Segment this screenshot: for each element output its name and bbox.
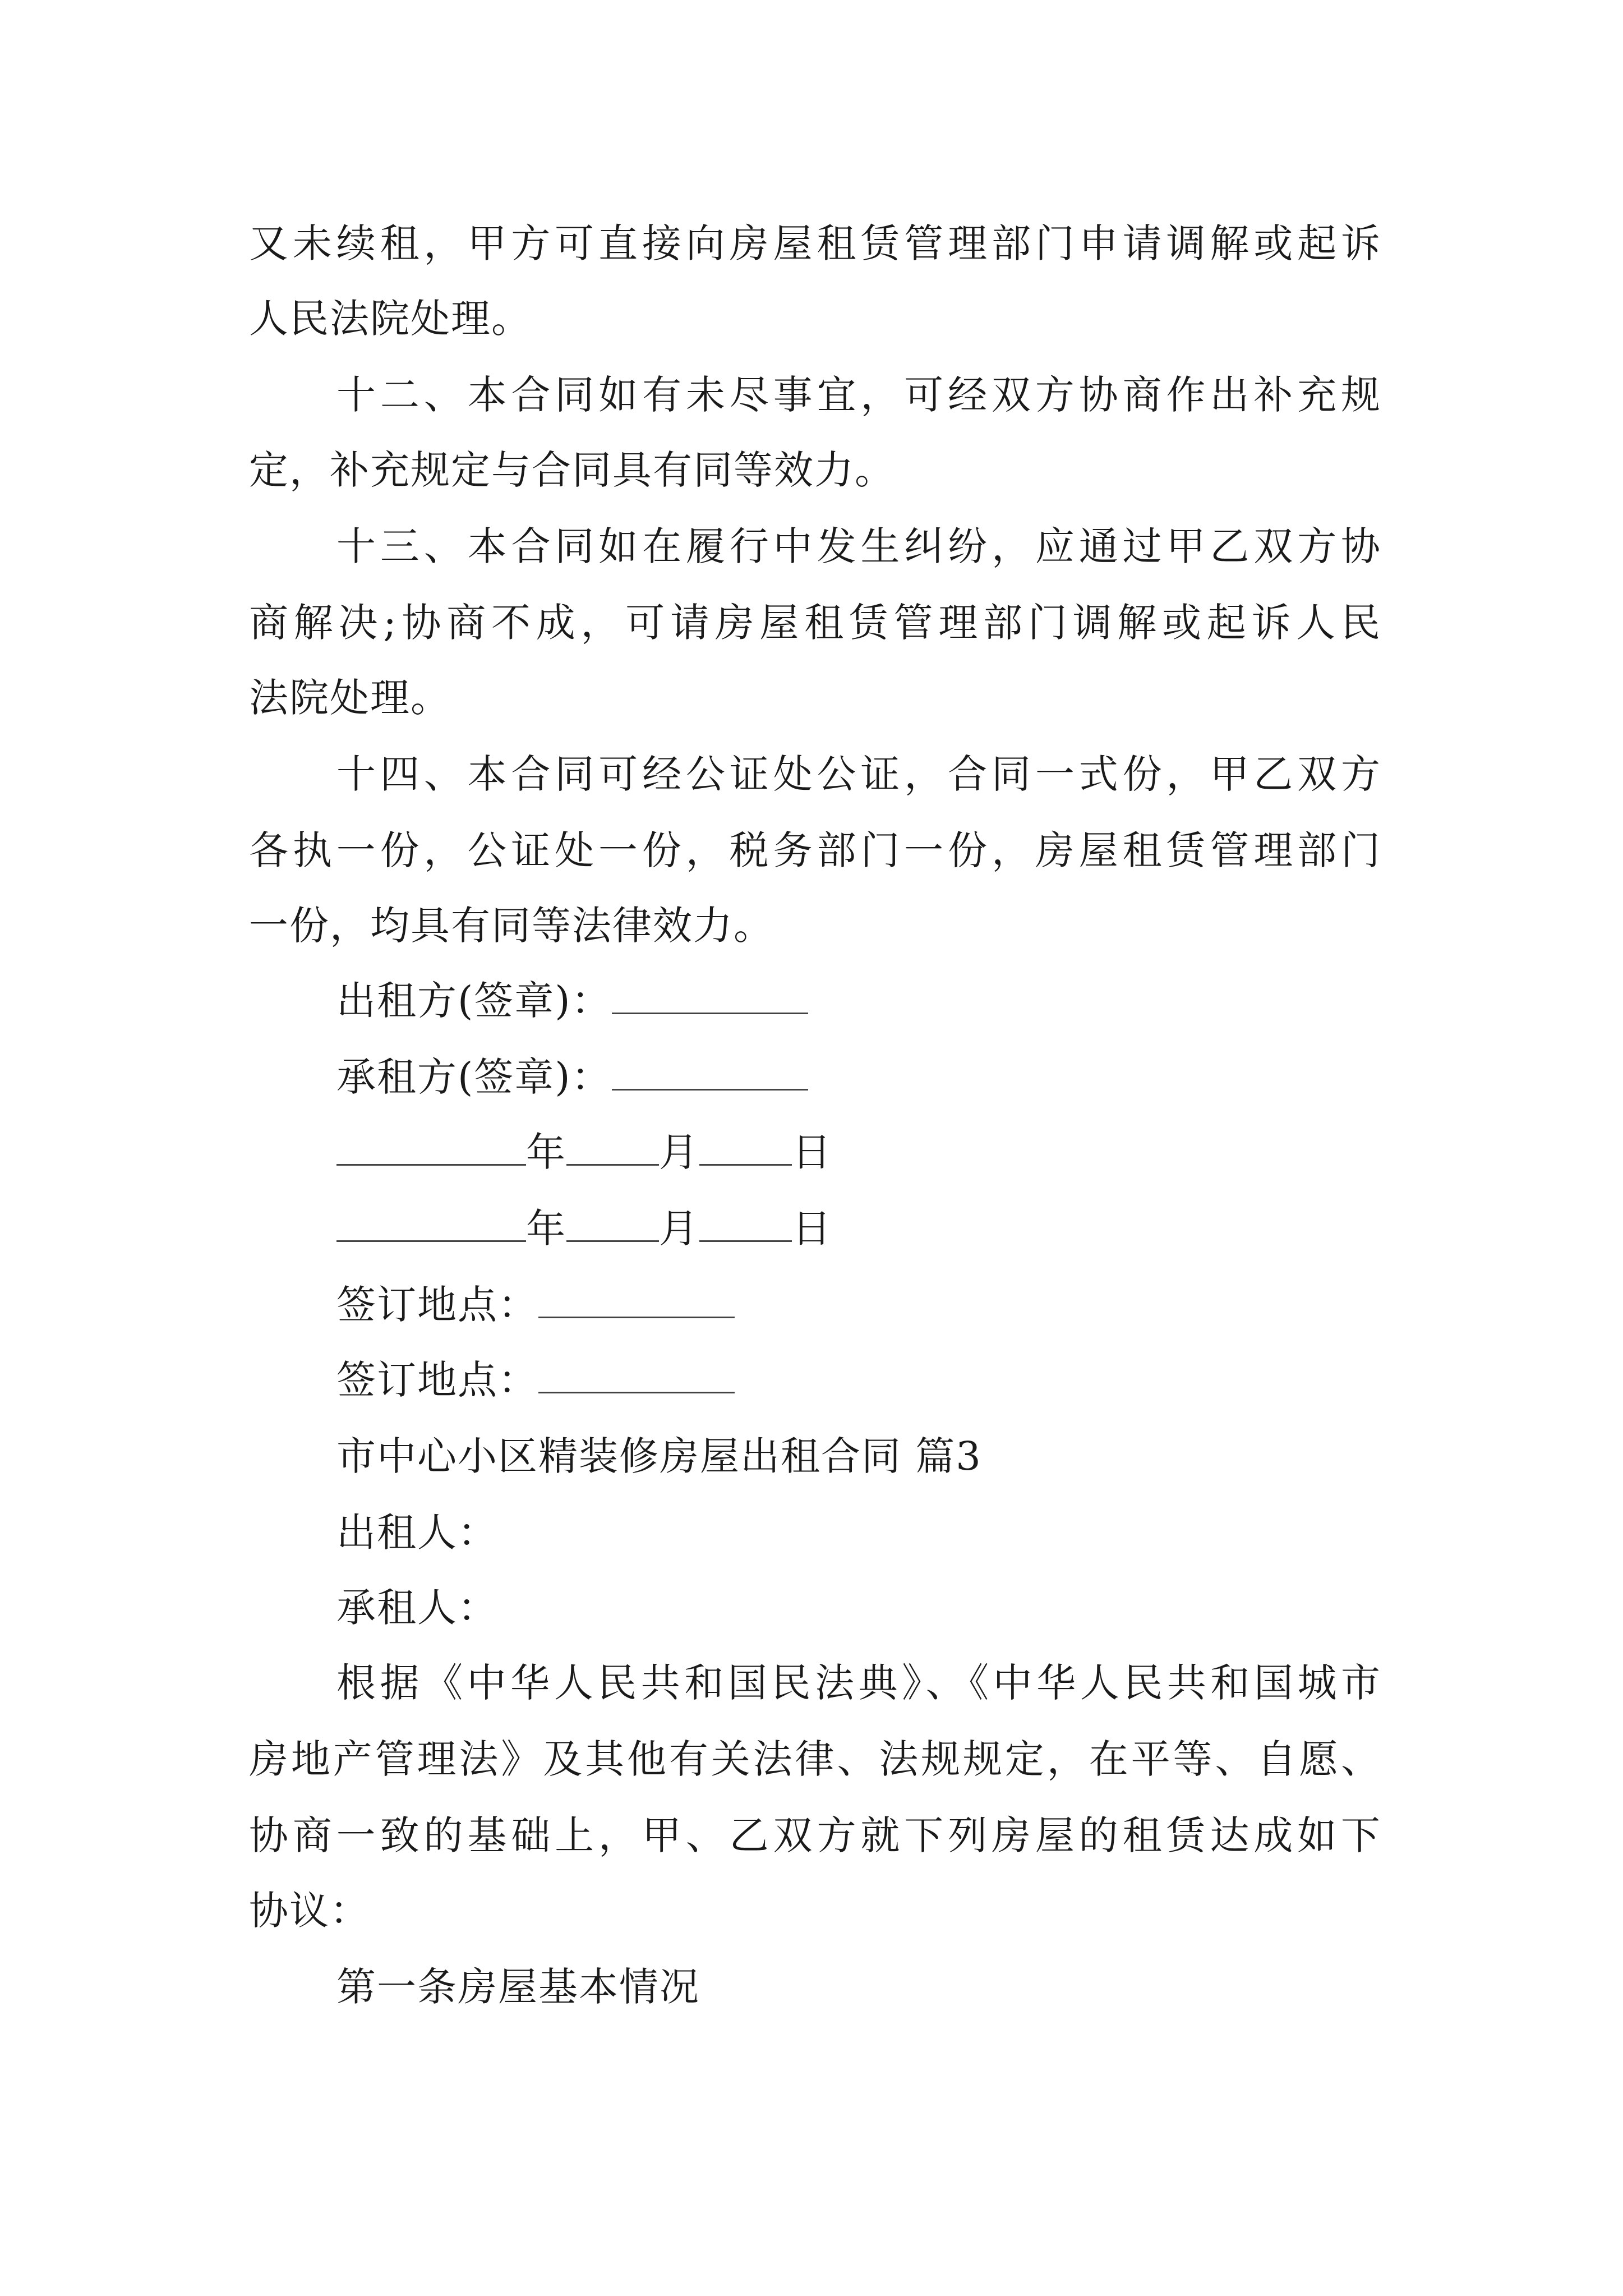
lessor-signature-blank — [612, 978, 808, 1014]
lessee-signature-blank — [612, 1054, 808, 1091]
month-label: 月 — [659, 1205, 699, 1251]
paragraph-line: 法院处理。 — [249, 675, 451, 721]
intro-paragraph-line: 协议： — [249, 1888, 370, 1934]
intro-paragraph-line: 协商一致的基础上，甲、乙双方就下列房屋的租赁达成如下 — [249, 1812, 1381, 1858]
section-title: 市中心小区精装修房屋出租合同 篇3 — [336, 1433, 982, 1479]
signing-place-blank — [538, 1357, 735, 1393]
lessee-date-line — [0, 1200, 1623, 1257]
signing-place-label: 签订地点： — [336, 1357, 538, 1403]
day-blank — [699, 1129, 792, 1166]
paragraph-line: 人民法院处理。 — [249, 296, 532, 342]
article-heading: 第一条房屋基本情况 — [336, 1964, 700, 2010]
month-blank — [566, 1205, 659, 1242]
signing-place-line — [0, 1277, 1623, 1333]
signing-place-blank — [538, 1282, 735, 1318]
signing-place-line — [0, 1352, 1623, 1408]
year-label: 年 — [526, 1205, 566, 1251]
lessee-signature-line — [0, 1049, 1623, 1105]
lessor-signature-line — [0, 973, 1623, 1029]
lessee-signature-label: 承租方(签章)： — [336, 1054, 612, 1100]
day-label: 日 — [792, 1205, 832, 1251]
intro-paragraph-line: 房地产管理法》及其他有关法律、法规规定，在平等、自愿、 — [249, 1736, 1381, 1782]
clause-13-heading-line: 十三、本合同如在履行中发生纠纷，应通过甲乙双方协 — [336, 523, 1381, 569]
lessor-date-line — [0, 1124, 1623, 1180]
signing-place-label: 签订地点： — [336, 1282, 538, 1328]
paragraph-line: 定，补充规定与合同具有同等效力。 — [249, 447, 895, 493]
year-blank — [336, 1129, 526, 1166]
year-blank — [336, 1205, 526, 1242]
paragraph-line: 商解决;协商不成，可请房屋租赁管理部门调解或起诉人民 — [249, 600, 1381, 646]
day-blank — [699, 1205, 792, 1242]
clause-14-heading-line: 十四、本合同可经公证处公证，合同一式份，甲乙双方 — [336, 751, 1381, 797]
lessee-line: 承租人： — [336, 1585, 498, 1631]
paragraph-line: 各执一份，公证处一份，税务部门一份，房屋租赁管理部门 — [249, 827, 1381, 873]
month-label: 月 — [659, 1129, 699, 1175]
month-blank — [566, 1129, 659, 1166]
year-label: 年 — [526, 1129, 566, 1175]
paragraph-line: 又未续租，甲方可直接向房屋租赁管理部门申请调解或起诉 — [249, 220, 1381, 266]
day-label: 日 — [792, 1129, 832, 1175]
clause-12-heading-line: 十二、本合同如有未尽事宜，可经双方协商作出补充规 — [336, 372, 1381, 418]
intro-paragraph-line: 根据《中华人民共和国民法典》、《中华人民共和国城市 — [336, 1660, 1381, 1706]
lessor-line: 出租人： — [336, 1510, 498, 1556]
lessor-signature-label: 出租方(签章)： — [336, 978, 612, 1024]
paragraph-line: 一份，均具有同等法律效力。 — [249, 903, 774, 949]
